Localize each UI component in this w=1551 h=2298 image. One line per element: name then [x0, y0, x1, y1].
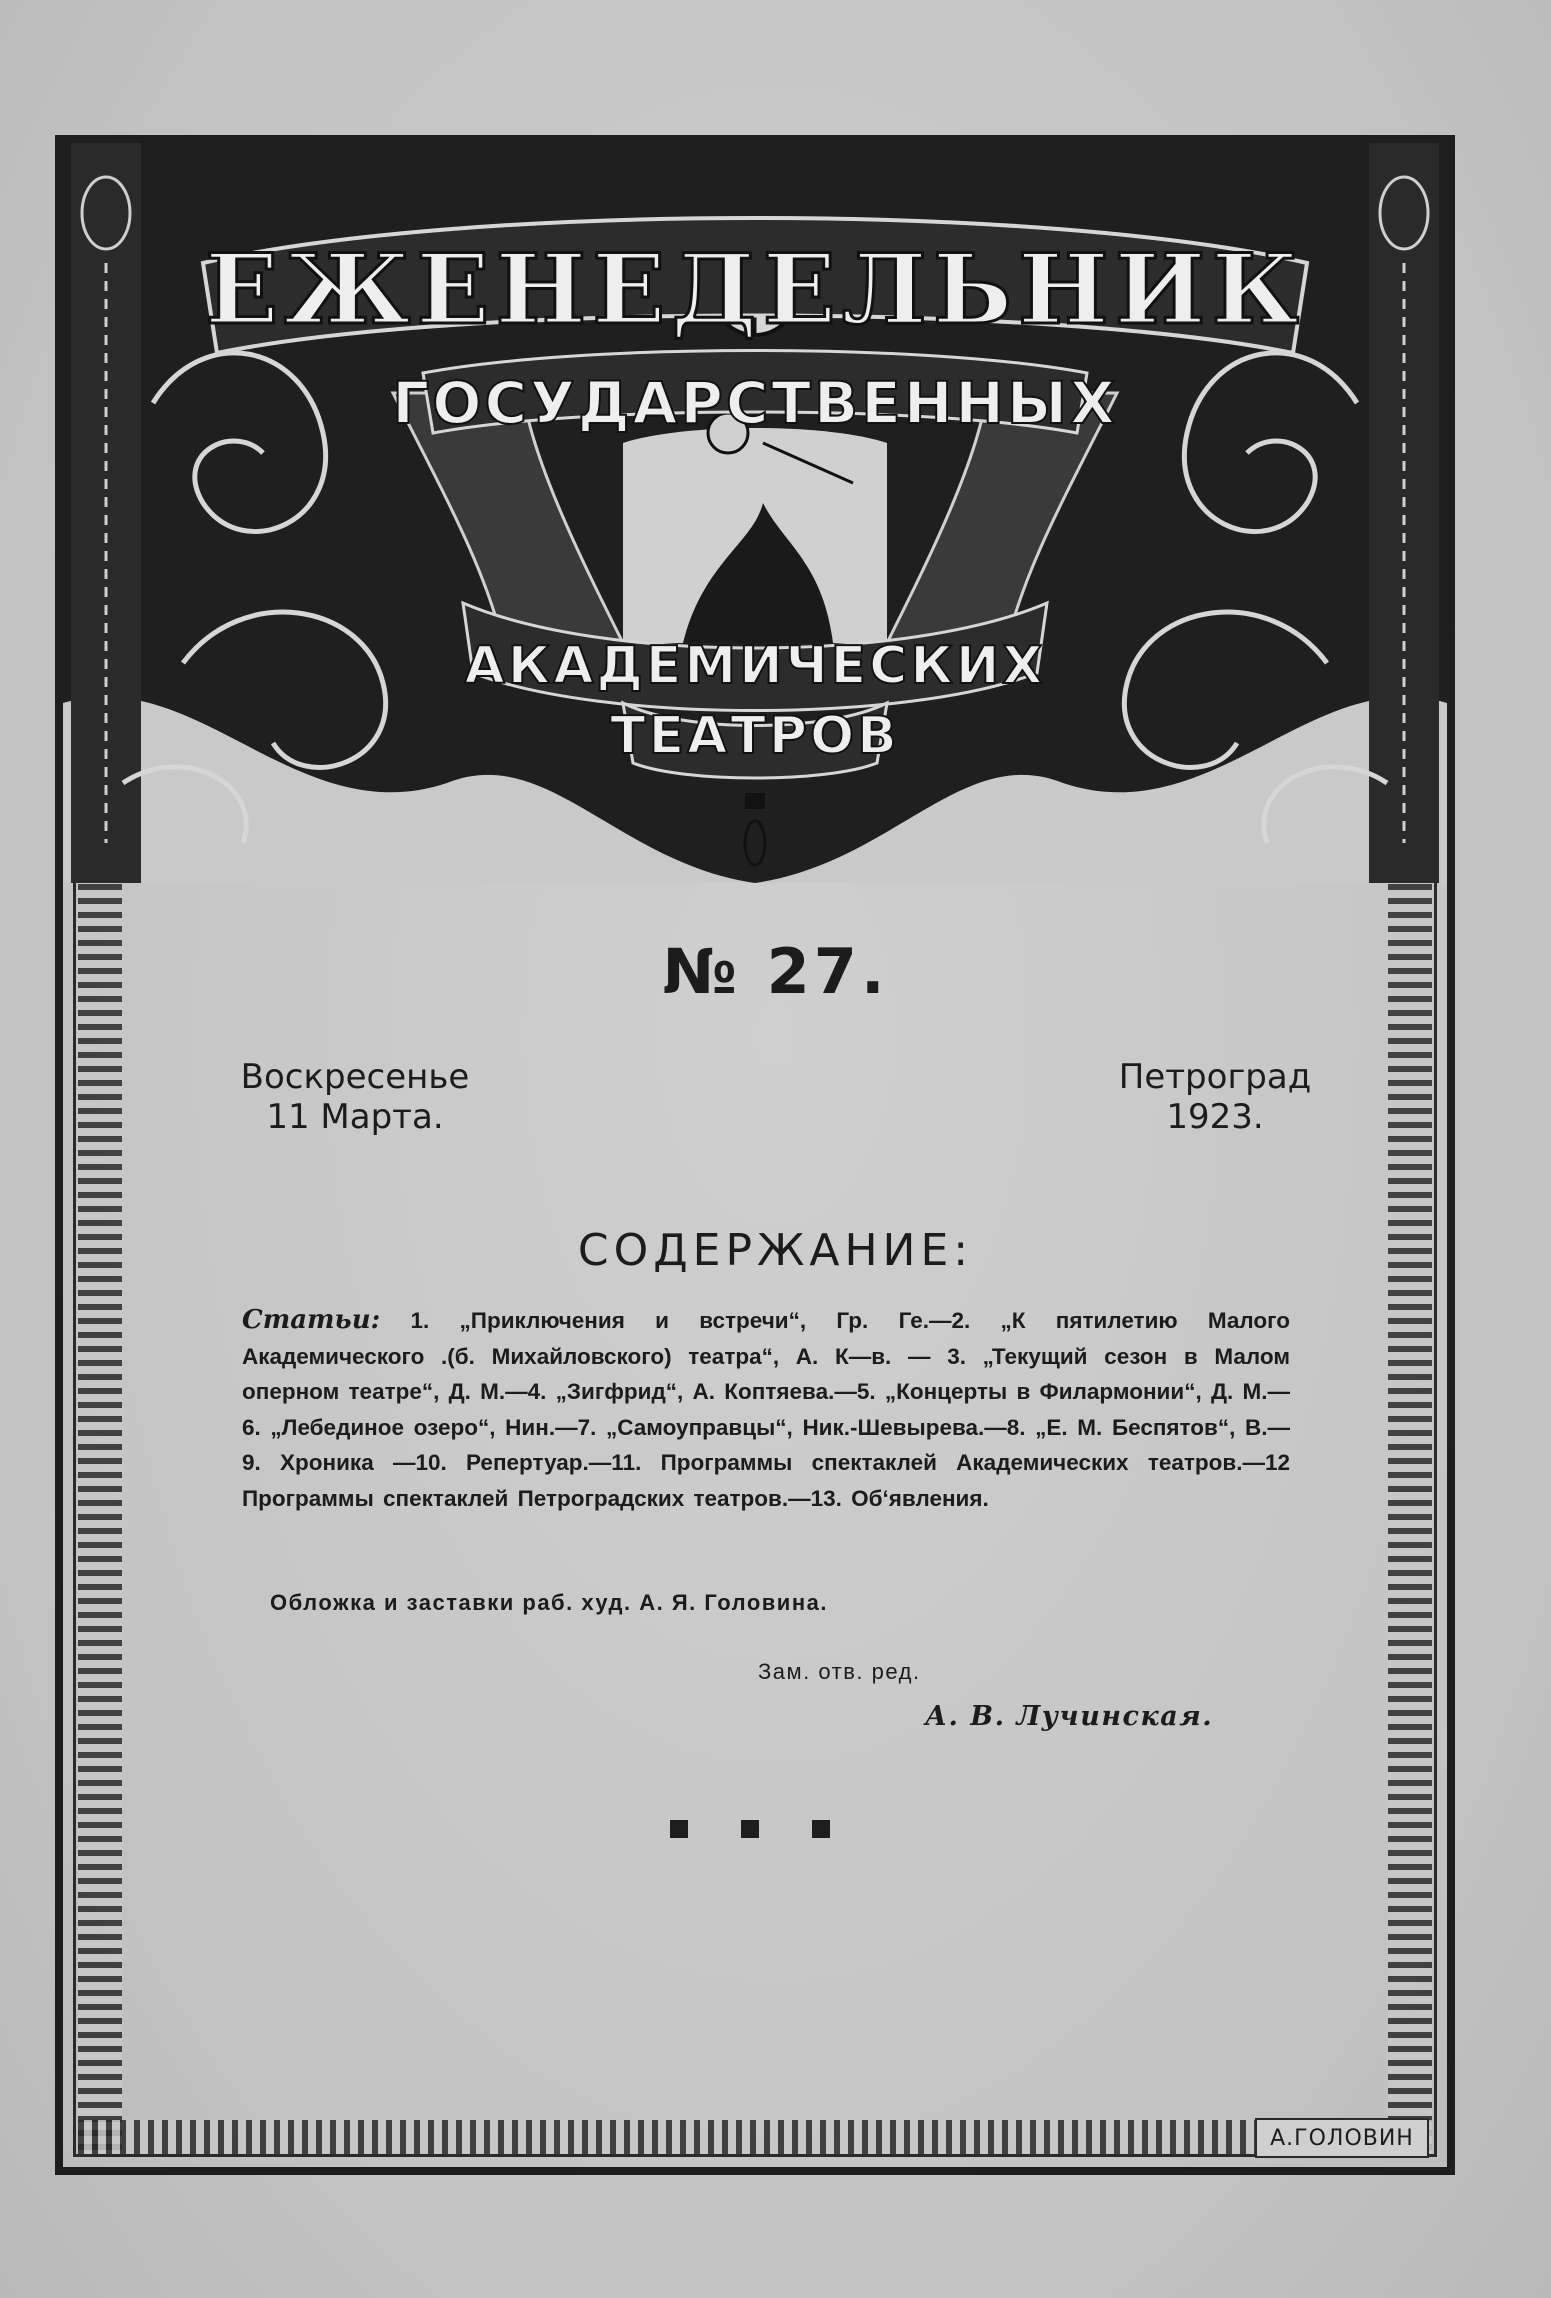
issue-number: № 27.: [662, 935, 889, 1008]
masthead-subtitle-bottom: ТЕАТРОВ: [610, 706, 900, 766]
contents-lead: Статьи:: [242, 1305, 381, 1335]
masthead-subtitle-top: ГОСУДАРСТВЕННЫХ: [392, 369, 1118, 437]
contents-text: 1. „Приключения и встречи“, Гр. Ге.—2. „К пятилетию Малого Академического .(б. Михайловского) театра“, А. К—в. — 3. „Текущий сезон в Малом оперном театре“, Д. М.—4. „Зигфрид“, А. Коптяева.—5. „Концерты в Филармонии“, Д. М.—6. „Лебединое озеро“, Нин.—7. „Самоуправцы“, Ник.-Шевырева.—8. „Е. М. Беспятов“, В.—9. Хроника —10. Репертуар.—11. Программы спектаклей Академических театров.—12 Программы спектаклей Петроградских театров.—13. Об‘явления.: [242, 1308, 1290, 1511]
frame-right-pattern: [1388, 860, 1432, 2150]
illustration-credit: Обложка и заставки раб. худ. А. Я. Головина.: [270, 1590, 828, 1615]
issue-date: 11 Марта.: [266, 1097, 444, 1137]
frame-bottom-pattern: [78, 2120, 1432, 2154]
contents-heading: СОДЕРЖАНИЕ:: [577, 1225, 974, 1276]
editor-name: А. В. Лучинская.: [925, 1701, 1214, 1732]
ornament-square: [670, 1820, 688, 1838]
editor-role: Зам. отв. ред.: [758, 1659, 921, 1684]
issue-day: Воскресенье: [240, 1057, 470, 1097]
artist-signature: А.ГОЛОВИН: [1255, 2118, 1429, 2158]
masthead-title: ЕЖЕНЕДЕЛЬНИК: [205, 233, 1305, 346]
ornament-square: [812, 1820, 830, 1838]
frame-left-pattern: [78, 860, 122, 2150]
ornament-square: [741, 1820, 759, 1838]
issue-place-block: [1115, 1057, 1315, 1137]
masthead-illustration: [63, 143, 1447, 883]
closing-ornament: [670, 1820, 830, 1844]
issue-city: Петроград: [1118, 1057, 1312, 1097]
masthead-subtitle-mid: АКАДЕМИЧЕСКИХ: [464, 636, 1046, 696]
issue-year: 1923.: [1166, 1097, 1264, 1137]
issue-date-block: [235, 1057, 475, 1137]
contents-list: [242, 1303, 1290, 1516]
